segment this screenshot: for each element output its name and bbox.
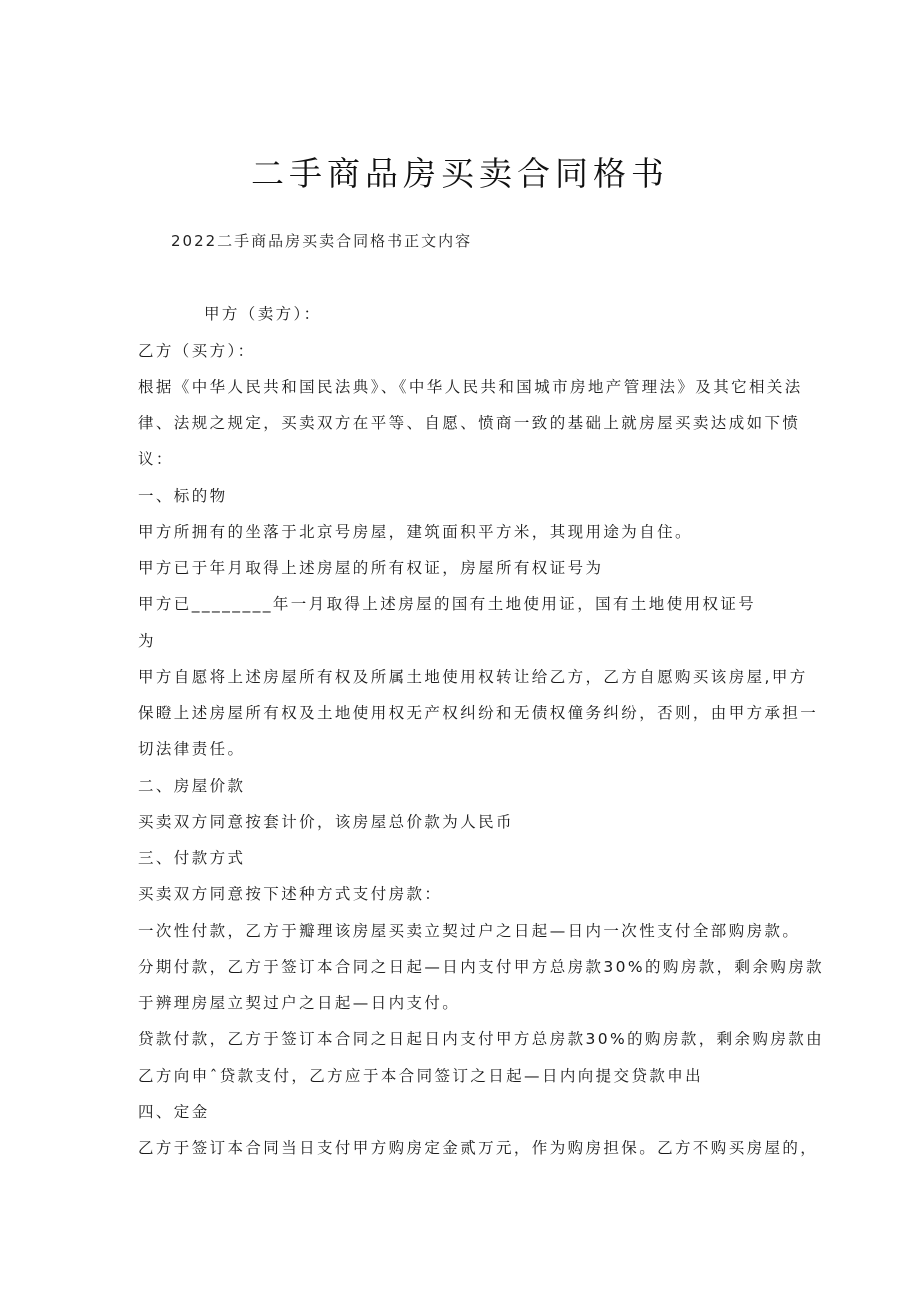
body-line: 乙方向申ˆ贷款支付，乙方应于本合同签订之日起—日内向提交贷款申出	[138, 1067, 704, 1085]
section-heading: 三、付款方式	[138, 849, 246, 867]
document-subtitle: 2022二手商品房买卖合同格书正文内容	[171, 232, 473, 250]
body-line: 买卖双方同意按套计价，该房屋总价款为人民币	[138, 813, 514, 831]
party-a-line: 甲方（卖方）：	[204, 305, 322, 323]
body-line: 为	[138, 632, 156, 650]
body-line: 根据《中华人民共和国民法典》、《中华人民共和国城市房地产管理法》及其它相关法	[138, 378, 803, 396]
body-line: 乙方于签订本合同当日支付甲方购房定金贰万元，作为购房担保。乙方不购买房屋的，	[138, 1139, 819, 1157]
body-line: 保瞪上述房屋所有权及土地使用权无产权纠纷和无债权僮务纠纷，否则，由甲方承担一	[138, 704, 819, 722]
body-line: 切法律责任。	[138, 740, 246, 758]
body-line: 律、法规之规定，买卖双方在平等、自愿、愤商一致的基础上就房屋买卖达成如下愤	[138, 414, 801, 432]
body-line: 甲方已________年一月取得上述房屋的国有土地使用证，国有土地使用权证号	[138, 595, 757, 613]
body-line: 议：	[138, 450, 174, 468]
section-heading: 四、定金	[138, 1103, 210, 1121]
body-line: 分期付款，乙方于签订本合同之日起—日内支付甲方总房款30%的购房款，剩余购房款	[138, 958, 825, 976]
party-b-line: 乙方（买方）：	[138, 342, 256, 360]
section-heading: 一、标的物	[138, 487, 228, 505]
body-line: 甲方已于年月取得上述房屋的所有权证，房屋所有权证号为	[138, 559, 604, 577]
document-title: 二手商品房买卖合同格书	[251, 154, 669, 193]
body-line: 甲方所拥有的坐落于北京号房屋，建筑面积平方米，其现用途为自住。	[138, 523, 693, 541]
body-line: 甲方自愿将上述房屋所有权及所属土地使用权转让给乙方，乙方自愿购买该房屋,甲方	[138, 668, 808, 686]
body-line: 一次性付款，乙方于瓣理该房屋买卖立契过户之日起—日内一次性支付全部购房款。	[138, 922, 801, 940]
section-heading: 二、房屋价款	[138, 777, 246, 795]
body-line: 买卖双方同意按下述种方式支付房款：	[138, 885, 443, 903]
body-line: 于辨理房屋立契过户之日起—日内支付。	[138, 994, 461, 1012]
body-line: 贷款付款，乙方于签订本合同之日起日内支付甲方总房款30%的购房款，剩余购房款由	[138, 1030, 825, 1048]
